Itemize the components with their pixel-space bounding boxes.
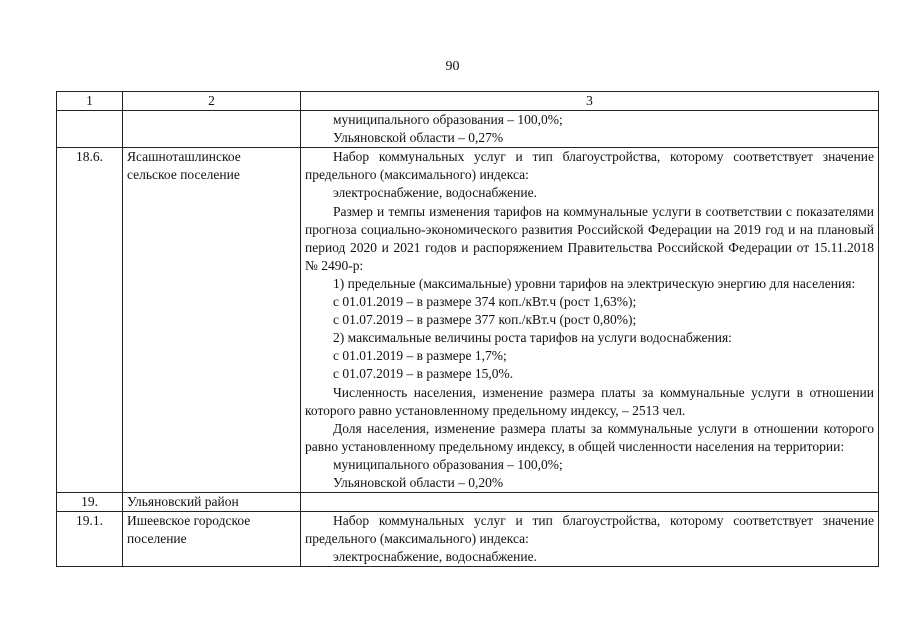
municipality-cell	[123, 512, 301, 567]
row-number-cell: 19.	[57, 493, 123, 512]
municipality-name-line: поселение	[127, 531, 187, 547]
table-row	[57, 493, 879, 512]
tariffs-paragraph: Размер и темпы изменения тарифов на коммунальные услуги в соответствии с показателями прогноза социально-экономического развития Российской Федерации на 2019 год и на плановый период 2020 и 2021 годов и распоряжением Правительства Российской Федерации от 15.11.2018 № 2490-р:	[305, 203, 874, 273]
services-list-line: электроснабжение, водоснабжение.	[333, 549, 537, 565]
row-number-cell: 18.6.	[57, 148, 123, 493]
row-number-cell	[57, 111, 123, 148]
services-paragraph: Набор коммунальных услуг и тип благоустройства, которому соответствует значение предельного (максимального) индекса:	[305, 513, 874, 547]
municipality-name-line: Ишеевское городское	[127, 513, 251, 529]
electricity-tariff-paragraph: 1) предельные (максимальные) уровни тарифов на электрическую энергию для населения:	[333, 275, 856, 291]
tariff-line: с 01.01.2019 – в размере 374 коп./кВт.ч (рост 1,63%);	[333, 294, 637, 310]
description-cell	[301, 493, 879, 512]
services-paragraph: Набор коммунальных услуг и тип благоустройства, которому соответствует значение предельного (максимального) индекса:	[305, 149, 874, 183]
description-cell	[301, 111, 879, 148]
water-tariff-heading: 2) максимальные величины роста тарифов на услуги водоснабжения:	[333, 330, 732, 346]
header-cell-3: 3	[301, 92, 879, 111]
page-number: 90	[445, 59, 460, 74]
description-cell	[301, 512, 879, 567]
municipality-name-line: Ясашноташлинское	[127, 149, 241, 165]
tariff-line: с 01.01.2019 – в размере 1,7%;	[333, 348, 507, 364]
services-list-line: электроснабжение, водоснабжение.	[333, 185, 537, 201]
share-region-line: Ульяновской области – 0,27%	[333, 130, 504, 146]
share-municipal-line: муниципального образования – 100,0%;	[333, 112, 563, 128]
municipality-name-line: сельское поселение	[127, 167, 240, 183]
header-cell-2: 2	[123, 92, 301, 111]
description-cell	[301, 148, 879, 493]
share-municipal-line: муниципального образования – 100,0%;	[333, 456, 563, 472]
population-share-paragraph: Доля населения, изменение размера платы за коммунальные услуги в отношении которого равно установленному предельному индексу, в общей численности населения на территории:	[305, 420, 874, 454]
header-cell-1: 1	[57, 92, 123, 111]
tariff-table	[56, 91, 879, 567]
table-row	[57, 512, 879, 567]
municipality-cell	[123, 148, 301, 493]
table-header-row	[57, 92, 879, 111]
population-paragraph: Численность населения, изменение размера платы за коммунальные услуги в отношении которого равно установленному предельному индексу, – 2513 чел.	[305, 384, 874, 418]
tariff-line: с 01.07.2019 – в размере 377 коп./кВт.ч (рост 0,80%);	[333, 312, 637, 328]
district-cell: Ульяновский район	[123, 493, 301, 512]
table-row	[57, 111, 879, 148]
table-row	[57, 148, 879, 493]
tariff-line: с 01.07.2019 – в размере 15,0%.	[333, 366, 514, 382]
row-number-cell: 19.1.	[57, 512, 123, 567]
municipality-cell	[123, 111, 301, 148]
share-region-line: Ульяновской области – 0,20%	[333, 474, 504, 490]
